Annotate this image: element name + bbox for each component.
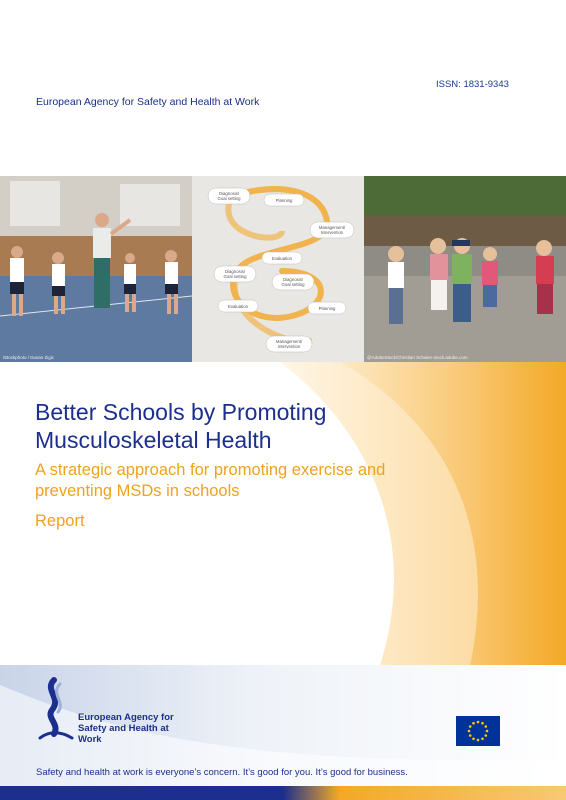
bottom-color-bar [0,786,566,800]
eu-star [469,725,472,728]
eu-star [481,722,484,725]
agency-name-header: European Agency for Safety and Health at Work [36,96,260,108]
eu-star [477,721,480,724]
eu-star [472,722,475,725]
document-type-label: Report [35,512,85,530]
eu-star [481,737,484,740]
eu-osha-logo-text: European Agency for Safety and Health at Work [78,712,174,745]
diagram-label-management-1: Management/ Intervention [318,225,346,235]
diagram-label-diagnosis-2: Diagnosis/ Goal setting [223,269,247,279]
eu-star [486,730,489,733]
diagram-label-evaluation-1: Evaluation [271,256,293,261]
diagram-label-management-2: Management/ Intervention [275,339,303,349]
eu-star [468,730,471,733]
diagram-label-diagnosis-1: Diagnosis/ Goal setting [217,191,241,201]
diagram-label-evaluation-2: Evaluation [227,304,249,309]
issn-number: ISSN: 1831-9343 [436,79,509,90]
photo-credit-left: iStockphoto / Dusan Zigic [3,355,55,360]
cover-photo-strip [0,176,566,362]
eu-star [469,734,472,737]
eu-star [472,737,475,740]
report-title: Better Schools by Promoting Musculoskeletal Health [35,399,327,453]
report-subtitle: A strategic approach for promoting exercise and preventing MSDs in schools [35,461,386,500]
diagram-label-planning-1: Planning [275,198,293,203]
eu-star [484,725,487,728]
footer-tagline: Safety and health at work is everyone’s concern. It’s good for you. It’s good for business. [36,767,408,778]
diagram-label-planning-2: Planning [318,306,336,311]
cycle-diagram-image [192,176,364,362]
gym-class-photo [0,176,192,362]
eu-osha-logo-icon [36,676,76,746]
diagram-label-diagnosis-3: Diagnosis/ Goal setting [281,277,305,287]
eu-flag-icon [456,716,500,746]
photo-credit-right: @AdobeStock/Christian Schwier-stock.adobe.com [367,355,468,360]
eu-star [484,734,487,737]
eu-star [477,739,480,742]
running-children-photo [364,176,566,362]
